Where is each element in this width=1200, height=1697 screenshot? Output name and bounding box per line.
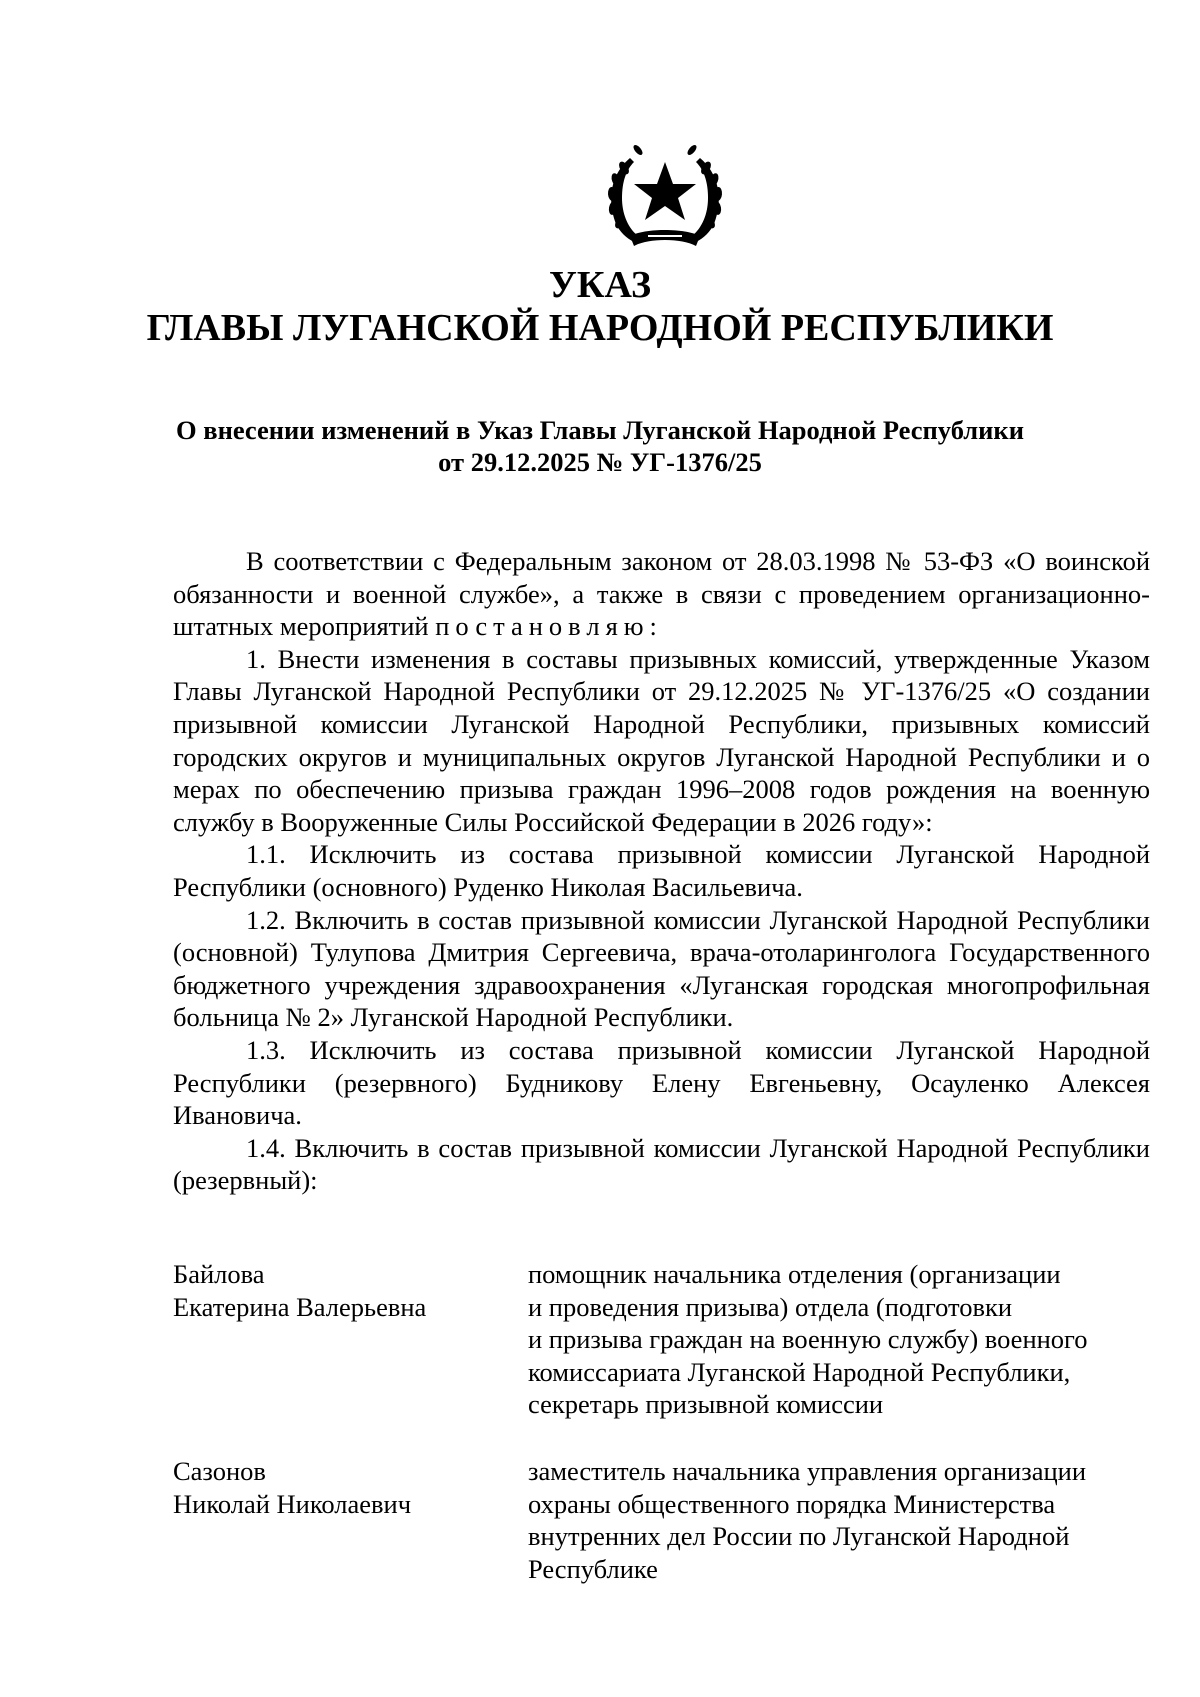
role-line: комиссариата Луганской Народной Республики, bbox=[528, 1356, 1071, 1387]
preamble-decree-word: постановляю: bbox=[435, 611, 663, 642]
role-line: внутренних дел России по Луганской Народной bbox=[528, 1521, 1070, 1552]
item-1-2: 1.2. Включить в состав призывной комиссии Луганской Народной Республики (основной) Тулупова Дмитрия Сергеевича, врача-отоларинголога Государственного бюджетного учреждения здравоохранения «Луганская городская многопрофильная больница № 2» Луганской Народной Республики. bbox=[173, 904, 1150, 1033]
item-1-1: 1.1. Исключить из состава призывной комиссии Луганской Народной Республики (основного) Руденко Николая Васильевича. bbox=[173, 839, 1150, 902]
role-line: Республике bbox=[528, 1553, 658, 1584]
member-given-names: Николай Николаевич bbox=[173, 1488, 412, 1519]
member-name bbox=[173, 1258, 528, 1421]
role-line: и проведения призыва) отдела (подготовки bbox=[528, 1291, 1013, 1322]
decree-body bbox=[173, 545, 1150, 1197]
member-role bbox=[528, 1258, 1150, 1421]
role-line: заместитель начальника управления организации bbox=[528, 1455, 1087, 1486]
item-1-4: 1.4. Включить в состав призывной комиссии Луганской Народной Республики (резервный): bbox=[173, 1132, 1150, 1196]
member-entry bbox=[173, 1258, 1150, 1421]
item-1-3: 1.3. Исключить из состава призывной комиссии Луганской Народной Республики (резервного) Будникову Елену Евгеньевну, Осауленко Алексея Ивановича. bbox=[173, 1034, 1150, 1131]
decree-heading: УКАЗ bbox=[549, 264, 651, 306]
member-given-names: Екатерина Валерьевна bbox=[173, 1291, 427, 1322]
preamble-text: В соответствии с Федеральным законом от 28.03.1998 № 53-ФЗ «О воинской обязанности и военной службе», а также в связи с проведением организационно-штатных мероприятий bbox=[173, 546, 1150, 642]
member-entry bbox=[173, 1455, 1150, 1585]
role-line: и призыва граждан на военную службу) военного bbox=[528, 1324, 1088, 1355]
member-surname: Сазонов bbox=[173, 1455, 266, 1486]
preamble-paragraph bbox=[173, 545, 1150, 643]
role-line: охраны общественного порядка Министерства bbox=[528, 1488, 1056, 1519]
subject-line-2: от 29.12.2025 № УГ-1376/25 bbox=[438, 447, 762, 477]
decree-subject bbox=[0, 414, 1200, 478]
member-name bbox=[173, 1455, 528, 1585]
item-1: 1. Внести изменения в составы призывных комиссий, утвержденные Указом Главы Луганской Народной Республики от 29.12.2025 № УГ-1376/25 «О создании призывной комиссии Луганской Народной Республики, призывных комиссий городских округов и муниципальных округов Луганской Народной Республики и о мерах по обеспечению призыва граждан 1996–2008 годов рождения на военную службу в Вооруженные Силы Российской Федерации в 2026 году»: bbox=[173, 643, 1150, 837]
role-line: помощник начальника отделения (организации bbox=[528, 1259, 1061, 1289]
committee-members-list bbox=[173, 1258, 1150, 1619]
decree-issuer: ГЛАВЫ ЛУГАНСКОЙ НАРОДНОЙ РЕСПУБЛИКИ bbox=[146, 307, 1054, 349]
member-surname: Байлова bbox=[173, 1259, 265, 1289]
member-role bbox=[528, 1455, 1150, 1585]
subject-line-1: О внесении изменений в Указ Главы Луганской Народной Республики bbox=[176, 415, 1024, 445]
coat-of-arms-emblem bbox=[590, 128, 740, 256]
role-line: секретарь призывной комиссии bbox=[528, 1389, 884, 1420]
